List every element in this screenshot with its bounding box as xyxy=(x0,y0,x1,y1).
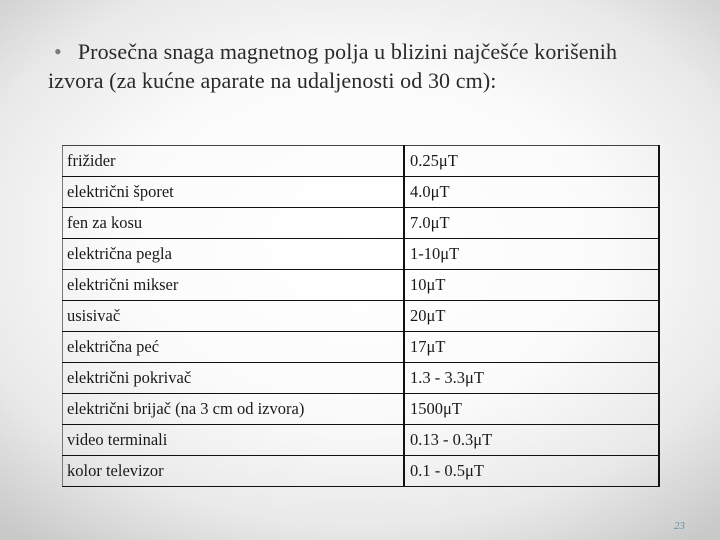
table-row xyxy=(63,146,660,177)
table-cell-value: 1.3 - 3.3μT xyxy=(404,363,659,394)
table-cell-value: 10μT xyxy=(404,270,659,301)
table-cell-value: 1-10μT xyxy=(404,239,659,270)
table-row xyxy=(63,363,660,394)
table-cell-value: 0.1 - 0.5μT xyxy=(404,456,659,487)
bullet-text: Prosečna snaga magnetnog polja u blizini najčešće korišenih izvora (za kućne aparate na udaljenosti od 30 cm): xyxy=(48,39,618,93)
table-cell-source: video terminali xyxy=(63,425,405,456)
table-cell-source: frižider xyxy=(63,146,405,177)
bullet-icon: • xyxy=(54,39,62,64)
table-row xyxy=(63,270,660,301)
page-number: 23 xyxy=(674,520,685,532)
table-cell-source: električna peć xyxy=(63,332,405,363)
table-cell-value: 17μT xyxy=(404,332,659,363)
table-row xyxy=(63,208,660,239)
table-row xyxy=(63,332,660,363)
table-cell-source: električni šporet xyxy=(63,177,405,208)
table-cell-value: 7.0μT xyxy=(404,208,659,239)
table-cell-value: 0.13 - 0.3μT xyxy=(404,425,659,456)
table-row xyxy=(63,301,660,332)
table-cell-value: 4.0μT xyxy=(404,177,659,208)
table-cell-value: 20μT xyxy=(404,301,659,332)
table-cell-value: 0.25μT xyxy=(404,146,659,177)
table-row xyxy=(63,425,660,456)
table-row xyxy=(63,239,660,270)
table-cell-source: električni mikser xyxy=(63,270,405,301)
table-row xyxy=(63,177,660,208)
table-cell-source: električni brijač (na 3 cm od izvora) xyxy=(63,394,405,425)
magnetic-field-table xyxy=(62,145,660,487)
table-cell-source: usisivač xyxy=(63,301,405,332)
table-cell-source: električna pegla xyxy=(63,239,405,270)
bullet-paragraph xyxy=(48,37,668,95)
table-cell-value: 1500μT xyxy=(404,394,659,425)
table-cell-source: kolor televizor xyxy=(63,456,405,487)
table-row xyxy=(63,394,660,425)
table-row xyxy=(63,456,660,487)
table-cell-source: električni pokrivač xyxy=(63,363,405,394)
table-cell-source: fen za kosu xyxy=(63,208,405,239)
